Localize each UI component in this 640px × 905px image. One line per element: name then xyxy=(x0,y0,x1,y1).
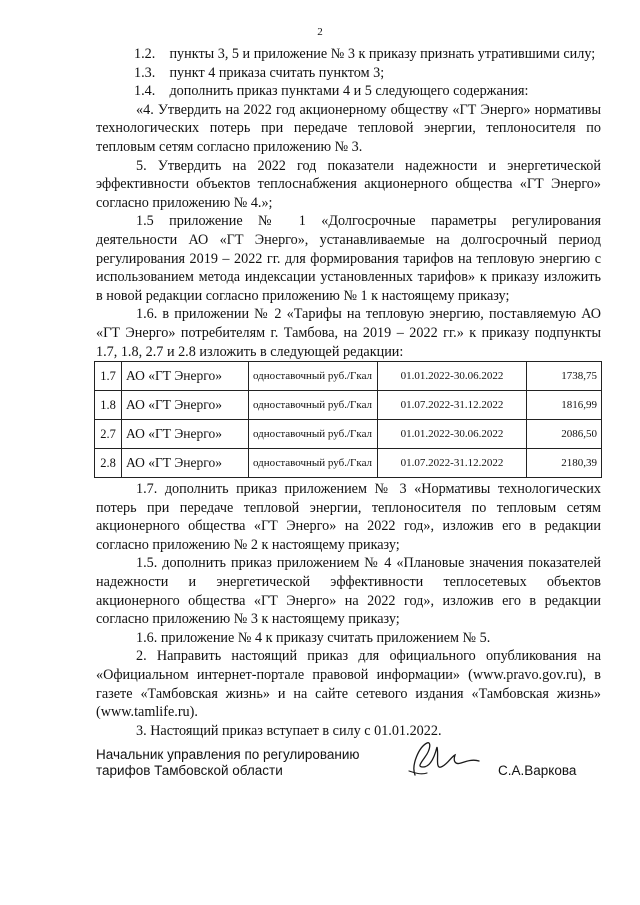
tariff-type-cell: одноставочный руб./Гкал xyxy=(249,449,378,478)
tariff-type-cell: одноставочный руб./Гкал xyxy=(249,420,378,449)
paragraph-3: 3. Настоящий приказ вступает в силу с 01.01.2022. xyxy=(136,722,442,739)
row-number: 1.7 xyxy=(95,362,122,391)
paragraph-1-3: 1.3. пункт 4 приказа считать пунктом 3; xyxy=(134,64,385,81)
tariff-type-cell: одноставочный руб./Гкал xyxy=(249,391,378,420)
table-row xyxy=(95,391,602,420)
tariff-value-cell: 1816,99 xyxy=(527,391,602,420)
period-cell: 01.01.2022-30.06.2022 xyxy=(378,420,527,449)
signatory-title-line: тарифов Тамбовской области xyxy=(96,763,283,778)
organization-cell: АО «ГТ Энерго» xyxy=(122,362,249,391)
row-number: 1.8 xyxy=(95,391,122,420)
table-row xyxy=(95,449,602,478)
tariff-value-cell: 1738,75 xyxy=(527,362,602,391)
tariff-type-cell: одноставочный руб./Гкал xyxy=(249,362,378,391)
signatory-name: С.А.Варкова xyxy=(498,763,577,778)
paragraph-1-5: 1.5 приложение № 1 «Долгосрочные параметры регулирования деятельности АО «ГТ Энерго», устанавливаемые на долгосрочный период регулирования 2019 – 2022 гг. для формирования тарифов на тепловую энергию с использованием метода индексации установленных тарифов» к приказу изложить в новой редакции согласно приложению № 1 к настоящему приказу; xyxy=(96,213,601,304)
organization-cell: АО «ГТ Энерго» xyxy=(122,420,249,449)
signatory-title-line: Начальник управления по регулированию xyxy=(96,747,360,762)
table-row xyxy=(95,362,602,391)
paragraph-1-4: 1.4. дополнить приказ пунктами 4 и 5 следующего содержания: xyxy=(134,83,529,100)
organization-cell: АО «ГТ Энерго» xyxy=(122,449,249,478)
tariff-value-cell: 2086,50 xyxy=(527,420,602,449)
handwritten-signature xyxy=(401,737,491,782)
signatory-title xyxy=(96,747,396,779)
paragraph-1-6-second: 1.6. приложение № 4 к приказу считать приложением № 5. xyxy=(136,629,491,646)
paragraph-1-2: 1.2. пункты 3, 5 и приложение № 3 к приказу признать утратившими силу; xyxy=(134,46,596,62)
paragraph-item-5: 5. Утвердить на 2022 год показатели надежности и энергетической эффективности объектов теплоснабжения акционерного общества «ГТ Энерго» согласно приложению № 4.»; xyxy=(96,157,601,211)
row-number: 2.7 xyxy=(95,420,122,449)
row-number: 2.8 xyxy=(95,449,122,478)
paragraph-item-4: «4. Утвердить на 2022 год акционерному обществу «ГТ Энерго» нормативы технологических потерь при передаче тепловой энергии, теплоносителя по тепловым сетям согласно приложению № 3. xyxy=(96,101,601,155)
document-body xyxy=(96,45,601,740)
organization-cell: АО «ГТ Энерго» xyxy=(122,391,249,420)
period-cell: 01.07.2022-31.12.2022 xyxy=(378,391,527,420)
paragraph-1-6: 1.6. в приложении № 2 «Тарифы на тепловую энергию, поставляемую АО «ГТ Энерго» потребителям г. Тамбова, на 2019 – 2022 гг.» к приказу подпункты 1.7, 1.8, 2.7 и 2.8 изложить в следующей редакции: xyxy=(96,306,601,360)
paragraph-2: 2. Направить настоящий приказ для официального опубликования на «Официальном интернет-портале правовой информации» (www.pravo.gov.ru), в газете «Тамбовская жизнь» и на сайте сетевого издания «Тамбовская жизнь» (www.tamlife.ru). xyxy=(96,648,601,721)
period-cell: 01.07.2022-31.12.2022 xyxy=(378,449,527,478)
paragraph-1-5-second: 1.5. дополнить приказ приложением № 4 «Плановые значения показателей надежности и энергетической эффективности теплосетевых объектов акционерного общества «ГТ Энерго» на 2022 год», изложив его в редакции согласно приложению № 3 к настоящему приказу; xyxy=(96,555,601,628)
tariff-value-cell: 2180,39 xyxy=(527,449,602,478)
paragraph-1-7: 1.7. дополнить приказ приложением № 3 «Нормативы технологических потерь при передаче тепловой энергии, теплоносителя по тепловым сетям акционерного общества «ГТ Энерго» на 2022 год», изложив его в редакции согласно приложению № 2 к настоящему приказу; xyxy=(96,481,601,553)
page-number: 2 xyxy=(317,26,323,38)
period-cell: 01.01.2022-30.06.2022 xyxy=(378,362,527,391)
tariffs-table xyxy=(94,361,602,478)
table-row xyxy=(95,420,602,449)
